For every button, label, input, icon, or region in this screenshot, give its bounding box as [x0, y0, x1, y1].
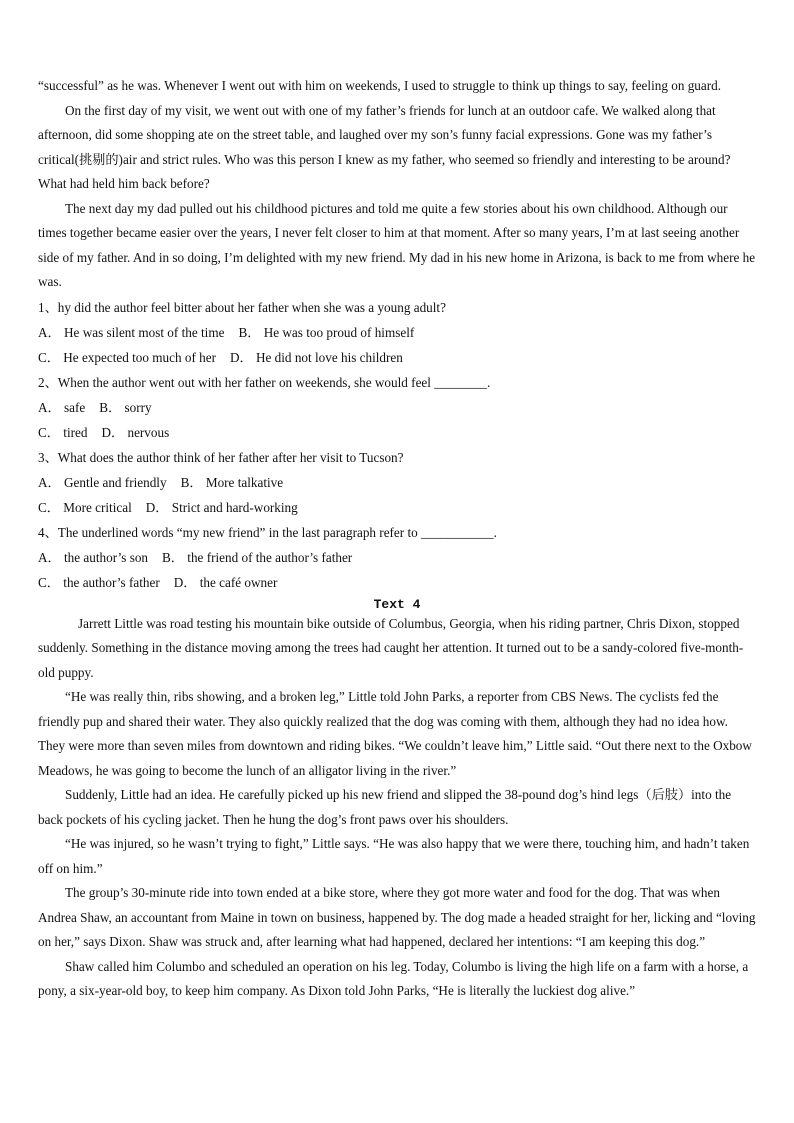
options-row [38, 470, 756, 495]
answer-blank: ___________ [421, 524, 494, 540]
passage-paragraph: Jarrett Little was road testing his mountain bike outside of Columbus, Georgia, when his riding partner, Chris Dixon, stopped suddenly. Something in the distance moving among the trees had caught her attention. It turned out to be a sandy-colored five-month-old puppy. [38, 615, 744, 680]
question-number: 4、 [38, 524, 58, 540]
option-b[interactable] [99, 400, 151, 415]
option-label: C． [38, 574, 60, 590]
passage-paragraph: “successful” as he was. Whenever I went out with him on weekends, I used to struggle to think up things to say, feeling on guard. [38, 78, 722, 93]
option-label: B． [99, 399, 122, 415]
option-d[interactable] [230, 350, 403, 365]
options-row [38, 420, 756, 445]
option-a[interactable] [38, 475, 167, 490]
option-text: He was too proud of himself [263, 324, 415, 340]
option-b[interactable] [162, 550, 352, 565]
option-text: He was silent most of the time [64, 324, 225, 340]
option-b[interactable] [238, 325, 414, 340]
text4-passage [38, 598, 756, 1004]
options-row [38, 495, 756, 520]
option-label: B． [180, 474, 203, 490]
option-c[interactable] [38, 350, 216, 365]
option-label: A． [38, 399, 61, 415]
section-title: Text 4 [373, 596, 421, 612]
question-number: 2、 [38, 374, 58, 390]
passage-paragraph: Suddenly, Little had an idea. He carefully picked up his new friend and slipped the 38-pound dog’s hind legs（后肢）into the back pockets of his cycling jacket. Then he hung the dog’s front paws over his shoulders. [38, 787, 732, 827]
question-1 [38, 295, 756, 320]
answer-blank: ________ [434, 374, 487, 390]
questions-section [38, 295, 756, 595]
option-text: Gentle and friendly [64, 474, 167, 490]
option-text: the author’s son [64, 549, 149, 565]
option-text: the author’s father [63, 574, 160, 590]
option-text: tired [63, 424, 88, 440]
question-stem: The underlined words “my new friend” in the last paragraph refer to [57, 524, 418, 540]
passage-paragraph: On the first day of my visit, we went out with one of my father’s friends for lunch at an outdoor cafe. We walked along that afternoon, did some shopping ate on the street table, and laughed over my son’s funny facial expressions. Gone was my father’s critical(挑剔的)air and strict rules. Who was this person I knew as my father, who seemed so friendly and interesting to be around? What had held him back before? [38, 102, 731, 191]
options-row [38, 320, 756, 345]
option-label: A． [38, 474, 61, 490]
option-label: B． [162, 549, 184, 565]
question-stem: hy did the author feel bitter about her father when she was a young adult? [57, 299, 446, 315]
question-2 [38, 370, 756, 395]
option-label: C． [38, 349, 60, 365]
options-row [38, 545, 756, 570]
option-text: the friend of the author’s father [187, 549, 353, 565]
option-c[interactable] [38, 425, 87, 440]
options-row [38, 395, 756, 420]
question-end: . [487, 374, 491, 390]
option-label: C． [38, 499, 60, 515]
question-stem: When the author went out with her father on weekends, she would feel [57, 374, 431, 390]
option-text: He did not love his children [256, 349, 403, 365]
passage-paragraph: “He was injured, so he wasn’t trying to fight,” Little says. “He was also happy that we were there, touching him, and hadn’t taken off on him.” [38, 836, 750, 876]
option-text: sorry [124, 399, 152, 415]
option-label: A． [38, 324, 61, 340]
option-label: D． [229, 349, 253, 365]
options-row [38, 345, 756, 370]
option-text: More talkative [205, 474, 284, 490]
option-b[interactable] [181, 475, 284, 490]
passage-paragraph: Shaw called him Columbo and scheduled an operation on his leg. Today, Columbo is living the high life on a farm with a horse, a pony, a six-year-old boy, to keep him company. As Dixon told John Parks, “He is literally the luckiest dog alive.” [38, 958, 749, 998]
option-c[interactable] [38, 575, 160, 590]
option-d[interactable] [174, 575, 278, 590]
question-3 [38, 445, 756, 470]
option-c[interactable] [38, 500, 132, 515]
option-a[interactable] [38, 400, 85, 415]
question-number: 3、 [38, 449, 58, 465]
passage-paragraph: The next day my dad pulled out his childhood pictures and told me quite a few stories about his own childhood. Although our times together became easier over the years, I never felt closer to him at that moment. After so many years, I’m at last seeing another side of my father. And in so doing, I’m delighted with my new friend. My dad in his new home in Arizona, is back to me from where he was. [38, 200, 756, 289]
option-d[interactable] [101, 425, 169, 440]
option-a[interactable] [38, 550, 148, 565]
question-end: . [493, 524, 497, 540]
passage-paragraph: The group’s 30-minute ride into town ended at a bike store, where they got more water and food for the dog. That was when Andrea Shaw, an accountant from Maine in town on business, happened by. The dog made a headed straight for her, licking and “loving on her,” says Dixon. Shaw was struck and, after learning what had happened, declared her intentions: “I am keeping this dog.” [38, 885, 756, 949]
question-stem: What does the author think of her father after her visit to Tucson? [57, 449, 404, 465]
passage-paragraph: “He was really thin, ribs showing, and a broken leg,” Little told John Parks, a reporter from CBS News. The cyclists fed the friendly pup and shared their water. They also quickly realized that the dog was coming with them, although they had no idea how. They were more than seven miles from downtown and riding bikes. “We couldn’t leave him,” Little said. “Out there next to the Oxbow Meadows, he was going to become the lunch of an alligator living in the river.” [38, 689, 752, 778]
option-text: safe [64, 399, 86, 415]
option-label: D． [145, 499, 169, 515]
text3-passage-tail [38, 74, 756, 295]
option-text: He expected too much of her [63, 349, 216, 365]
option-text: nervous [127, 424, 170, 440]
option-label: B． [238, 324, 261, 340]
question-4 [38, 520, 756, 545]
options-row [38, 570, 756, 595]
option-text: Strict and hard-working [171, 499, 298, 515]
option-text: the café owner [199, 574, 278, 590]
option-a[interactable] [38, 325, 224, 340]
option-label: A． [38, 549, 61, 565]
document-page [38, 74, 756, 1004]
question-number: 1、 [38, 299, 58, 315]
option-label: D． [101, 424, 125, 440]
option-text: More critical [63, 499, 132, 515]
option-label: D． [173, 574, 197, 590]
option-label: C． [38, 424, 60, 440]
option-d[interactable] [146, 500, 298, 515]
